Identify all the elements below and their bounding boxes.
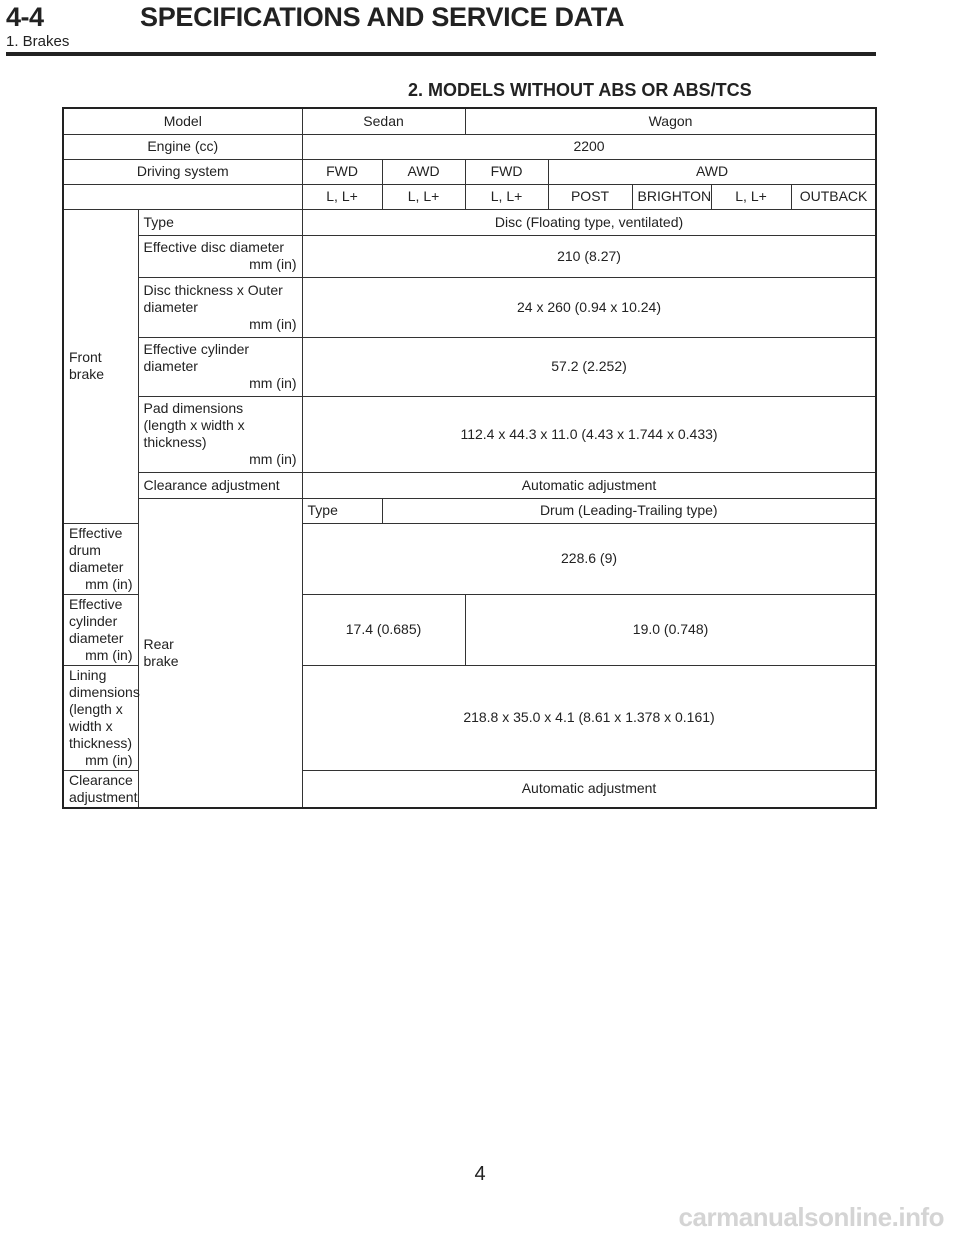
page-header-title: SPECIFICATIONS AND SERVICE DATA (140, 2, 625, 32)
label-line: Effective disc diameter (143, 239, 285, 255)
label-line: Effective cylinder (143, 341, 250, 357)
front-disc-thickness-value: 24 x 260 (0.94 x 10.24) (302, 277, 876, 337)
section-number: 4-4 (6, 2, 44, 32)
unit-label: mm (in) (85, 575, 133, 592)
label-line: diameter (143, 298, 198, 315)
label-line: Pad dimensions (143, 400, 244, 416)
rear-drum-diameter-label (63, 523, 138, 594)
rear-brake-label (138, 498, 302, 808)
front-clearance-value: Automatic adjustment (302, 472, 876, 498)
table-row (63, 498, 876, 523)
label-line: (length x width x (69, 700, 123, 734)
grade-cell: BRIGHTON (632, 184, 711, 209)
page-number: 4 (474, 1163, 486, 1185)
label-line: diameter (143, 358, 198, 374)
rear-clearance-label: Clearance adjustment (63, 770, 138, 808)
table-row (63, 159, 876, 184)
drive-sedan-awd: AWD (382, 159, 465, 184)
unit-label: mm (in) (249, 315, 297, 332)
label-line: Disc thickness x Outer (143, 281, 283, 298)
front-brake-label-line: Front (69, 349, 102, 365)
front-cylinder-diameter-value: 57.2 (2.252) (302, 337, 876, 396)
label-line: (length x width x (143, 417, 245, 433)
rear-brake-label-line: brake (143, 652, 179, 669)
rear-cylinder-diameter-value-sedan: 17.4 (0.685) (302, 594, 465, 665)
watermark: carmanualsonline.info (678, 1202, 944, 1232)
table-row (63, 134, 876, 159)
front-pad-dimensions-value: 112.4 x 44.3 x 11.0 (4.43 x 1.744 x 0.433) (302, 396, 876, 472)
front-disc-thickness-label (138, 277, 302, 337)
engine-value: 2200 (302, 134, 876, 159)
front-brake-label (63, 209, 138, 523)
front-pad-dimensions-label (138, 396, 302, 472)
brake-spec-table (62, 107, 877, 809)
rear-brake-label-line: Rear (143, 635, 174, 652)
model-header: Model (63, 108, 302, 134)
unit-label: mm (in) (249, 451, 297, 467)
grade-cell: L, L+ (711, 184, 791, 209)
label-line: thickness) (69, 734, 133, 751)
engine-label: Engine (cc) (63, 134, 302, 159)
table-row (63, 337, 876, 396)
rear-type-label: Type (302, 498, 382, 523)
rear-cylinder-diameter-label (63, 594, 138, 665)
table-row (63, 108, 876, 134)
drive-wagon-fwd: FWD (465, 159, 548, 184)
unit-label: mm (in) (85, 751, 133, 768)
label-line: thickness) (143, 434, 207, 450)
section-title: 2. MODELS WITHOUT ABS OR ABS/TCS (408, 80, 752, 100)
grade-cell: OUTBACK (791, 184, 876, 209)
grade-cell: L, L+ (302, 184, 382, 209)
drive-sedan-fwd: FWD (302, 159, 382, 184)
drive-wagon-awd: AWD (548, 159, 876, 184)
rear-type-value: Drum (Leading-Trailing type) (382, 498, 876, 523)
front-disc-diameter-label (138, 235, 302, 277)
front-type-value: Disc (Floating type, ventilated) (302, 209, 876, 235)
table-row (63, 235, 876, 277)
front-type-label: Type (138, 209, 302, 235)
table-row (63, 209, 876, 235)
front-disc-diameter-value: 210 (8.27) (302, 235, 876, 277)
table-row (63, 396, 876, 472)
unit-label: mm (in) (85, 646, 133, 663)
label-line: Effective cylinder (69, 595, 123, 629)
rear-lining-dimensions-value: 218.8 x 35.0 x 4.1 (8.61 x 1.378 x 0.161) (302, 665, 876, 770)
table-row (63, 277, 876, 337)
label-line: Lining dimensions (69, 666, 140, 700)
rear-lining-dimensions-label (63, 665, 138, 770)
sedan-header: Sedan (302, 108, 465, 134)
label-line: Effective drum diameter (69, 524, 124, 575)
wagon-header: Wagon (465, 108, 876, 134)
unit-label: mm (in) (249, 256, 297, 272)
front-clearance-label: Clearance adjustment (138, 472, 302, 498)
unit-label: mm (in) (249, 375, 297, 391)
rear-clearance-value: Automatic adjustment (302, 770, 876, 808)
driving-system-label: Driving system (63, 159, 302, 184)
table-row (63, 184, 876, 209)
rear-cylinder-diameter-value-wagon: 19.0 (0.748) (465, 594, 876, 665)
grade-cell: POST (548, 184, 632, 209)
label-line: diameter (69, 629, 124, 646)
front-cylinder-diameter-label (138, 337, 302, 396)
page-header-subtitle: 1. Brakes (6, 33, 70, 50)
grade-cell: L, L+ (465, 184, 548, 209)
rear-drum-diameter-value: 228.6 (9) (302, 523, 876, 594)
header-rule (6, 52, 876, 56)
table-row (63, 472, 876, 498)
grade-cell: L, L+ (382, 184, 465, 209)
grade-blank-cell (63, 184, 302, 209)
front-brake-label-line: brake (69, 366, 105, 382)
